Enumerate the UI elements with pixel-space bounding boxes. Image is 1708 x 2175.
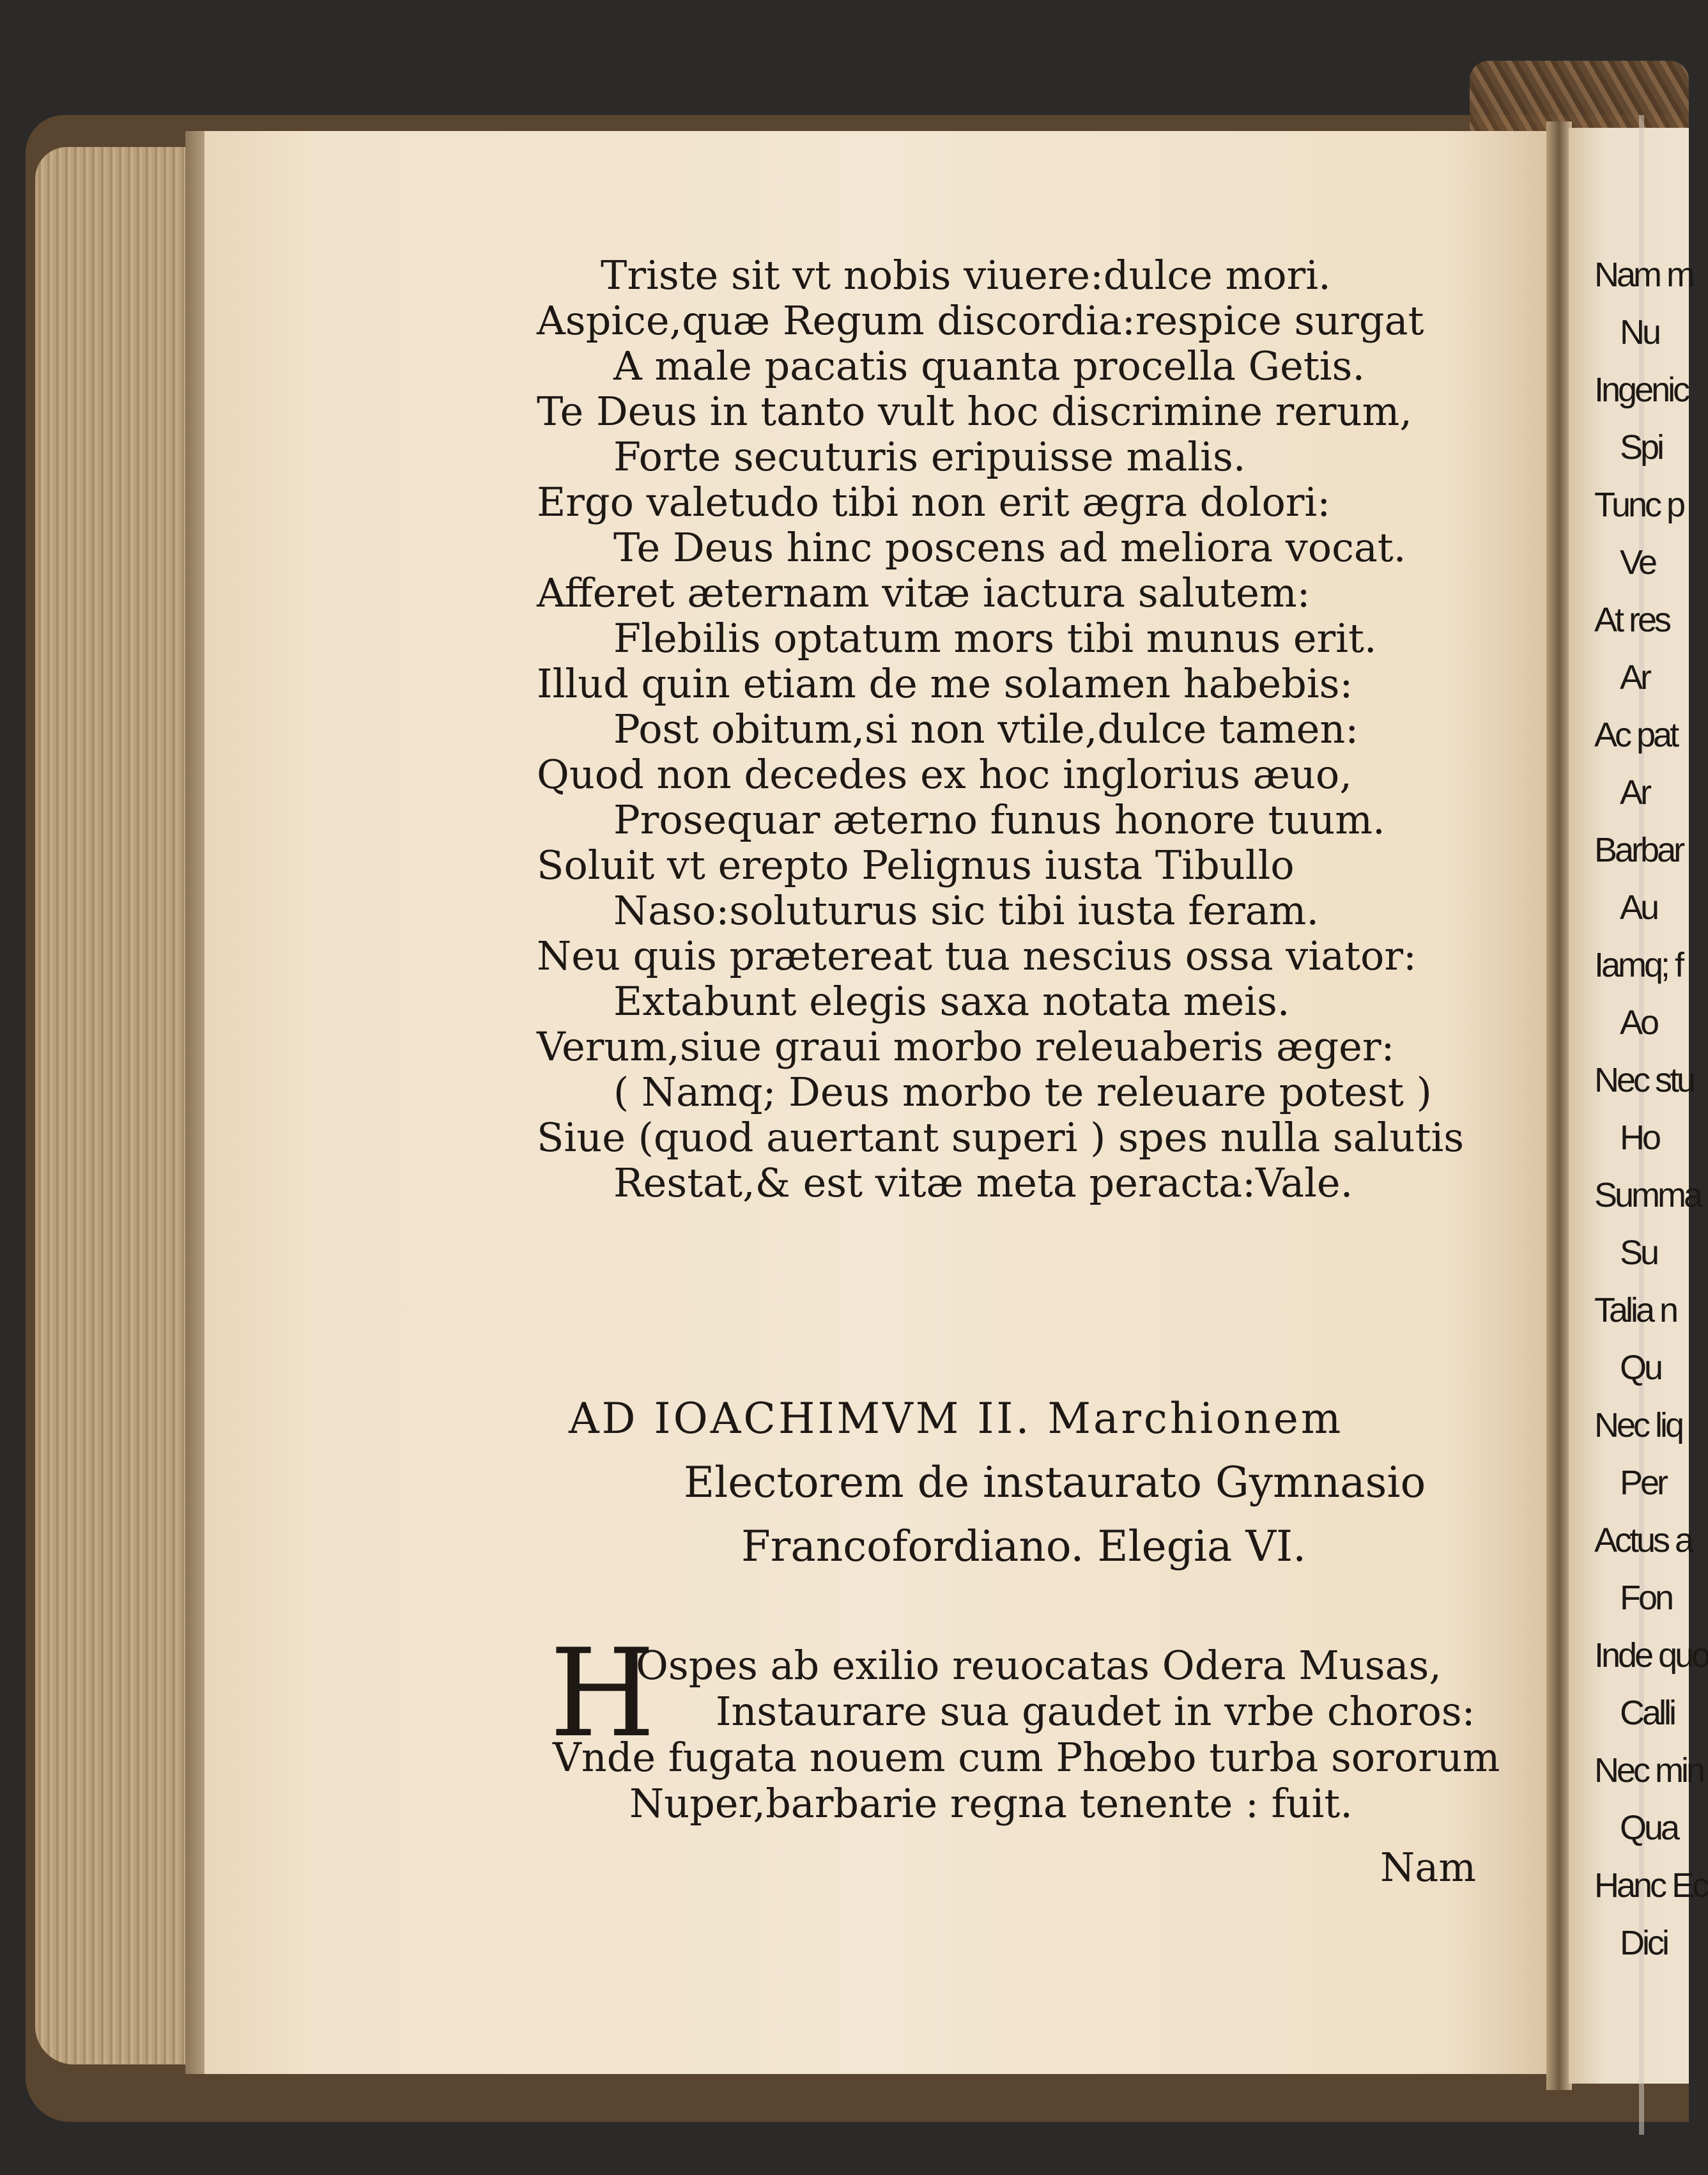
poem-line: Quod non decedes ex hoc inglorius æuo,	[537, 751, 1352, 798]
fragment-line: Dici	[1620, 1924, 1667, 1962]
fragment-line: Ac pat	[1594, 716, 1677, 754]
poem-line: Neu quis prætereat tua nescius ossa viator:	[537, 933, 1417, 979]
fragment-line: At res	[1594, 601, 1670, 639]
heading-line: Electorem de instaurato Gymnasio	[684, 1458, 1426, 1507]
fragment-line: Nec liq	[1594, 1406, 1682, 1444]
poem-line: Naso:soluturus sic tibi iusta feram.	[613, 887, 1319, 934]
fragment-line: Ar	[1620, 658, 1649, 697]
poem-line: Prosequar æterno funus honore tuum.	[613, 796, 1385, 843]
fragment-line: Nec min	[1594, 1751, 1704, 1790]
poem-line: Forte secuturis eripuisse malis.	[613, 433, 1246, 480]
fragment-line: Nu	[1620, 313, 1659, 352]
poem-line: Aspice,quæ Regum discordia:respice surgat	[537, 297, 1424, 344]
fragment-line: Ve	[1620, 543, 1656, 582]
fragment-line: Ho	[1620, 1118, 1659, 1157]
heading-line: AD IOACHIMVM II. Marchionem	[569, 1394, 1344, 1443]
fragment-line: Tunc p	[1594, 486, 1684, 524]
poem-line: Restat,& est vitæ meta peracta:Vale.	[613, 1159, 1353, 1206]
fragment-line: Ingenic	[1594, 371, 1688, 409]
fragment-line: Actus a	[1594, 1521, 1692, 1560]
poem-line: Afferet æternam vitæ iactura salutem:	[537, 569, 1311, 616]
gutter	[1546, 121, 1572, 2090]
elegy-line: Instaurare sua gaudet in vrbe choros:	[716, 1688, 1475, 1735]
poem-text	[530, 252, 1514, 1205]
fragment-line: Summa	[1594, 1176, 1701, 1214]
right-page-text	[1594, 246, 1708, 1972]
poem-line: Flebilis optatum mors tibi munus erit.	[613, 615, 1377, 662]
elegy-line: Nuper,barbarie regna tenente : fuit.	[629, 1780, 1353, 1827]
fragment-line: Fon	[1620, 1579, 1672, 1617]
poem-line: Triste sit vt nobis viuere:dulce mori.	[601, 252, 1331, 298]
poem-line: Verum,siue graui morbo releuaberis æger:	[537, 1023, 1395, 1070]
fragment-line: Calli	[1620, 1694, 1675, 1732]
heading-line: Francofordiano. Elegia VI.	[741, 1522, 1307, 1571]
fragment-line: Spi	[1620, 428, 1663, 467]
poem-line: Ergo valetudo tibi non erit ægra dolori:	[537, 479, 1331, 525]
poem-line: A male pacatis quanta procella Getis.	[613, 343, 1366, 389]
drop-cap: H	[550, 1623, 656, 1764]
page-fore-edge	[35, 147, 208, 2064]
elegy-line: Ospes ab exilio reuocatas Odera Musas,	[636, 1642, 1442, 1689]
catchword: Nam	[1380, 1844, 1477, 1891]
poem-line: Te Deus in tanto vult hoc discrimine rerum,	[537, 388, 1412, 435]
poem-line: ( Namq; Deus morbo te releuare potest )	[613, 1069, 1432, 1115]
fragment-line: Hanc Ec	[1594, 1866, 1707, 1905]
fragment-line: Ar	[1620, 773, 1649, 812]
fragment-line: Iamq; f	[1594, 946, 1682, 984]
elegy-line: Vnde fugata nouem cum Phœbo turba sororum	[553, 1734, 1500, 1781]
poem-line: Te Deus hinc poscens ad meliora vocat.	[613, 524, 1406, 571]
fragment-line: Inde quo	[1594, 1636, 1708, 1675]
poem-line: Illud quin etiam de me solamen habebis:	[537, 660, 1353, 707]
poem-line: Siue (quod auertant superi ) spes nulla salutis	[537, 1114, 1465, 1161]
section-heading	[569, 1387, 1514, 1579]
fragment-line: Nec stu	[1594, 1061, 1694, 1099]
poem-line: Post obitum,si non vtile,dulce tamen:	[613, 706, 1359, 752]
elegy-text	[550, 1623, 1521, 1827]
fragment-line: Qu	[1620, 1349, 1661, 1387]
fragment-line: Su	[1620, 1234, 1658, 1272]
poem-line: Extabunt elegis saxa notata meis.	[613, 978, 1290, 1025]
fragment-line: Per	[1620, 1464, 1666, 1502]
fragment-line: Barbar	[1594, 831, 1683, 869]
poem-line: Soluit vt erepto Pelignus iusta Tibullo	[537, 842, 1295, 888]
fragment-line: Nam m	[1594, 256, 1693, 294]
fragment-line: Talia n	[1594, 1291, 1677, 1329]
fragment-line: Ao	[1620, 1003, 1658, 1042]
fragment-line: Au	[1620, 888, 1658, 927]
fragment-line: Qua	[1620, 1809, 1678, 1847]
